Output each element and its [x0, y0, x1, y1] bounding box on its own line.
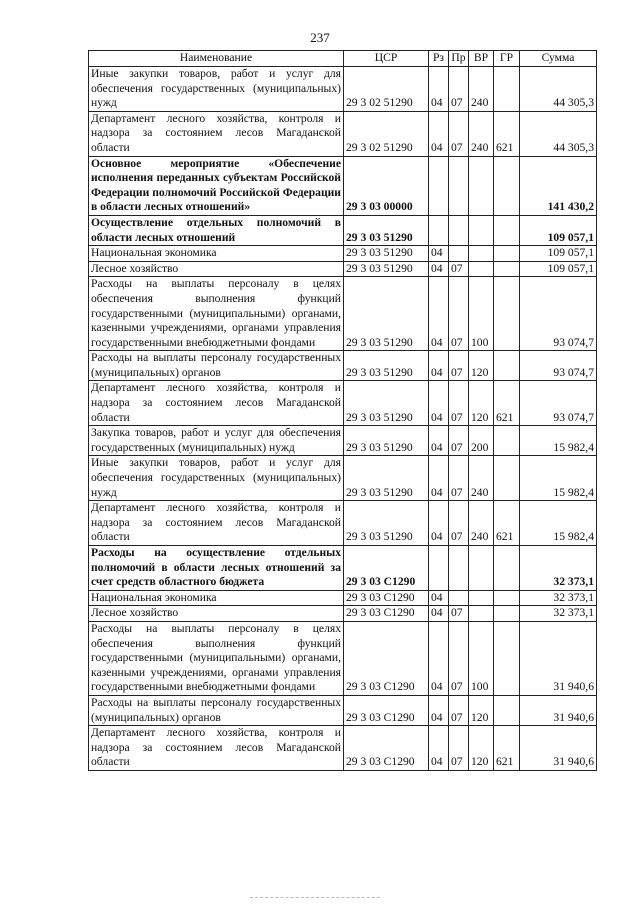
cell-sum: 15 982,4 — [520, 456, 597, 501]
cell-vr: 100 — [469, 277, 494, 351]
cell-rz — [429, 546, 449, 591]
cell-sum: 109 057,1 — [520, 261, 597, 277]
cell-csr: 29 3 03 51290 — [344, 501, 429, 546]
cell-name: Национальная экономика — [89, 246, 344, 262]
cell-vr — [469, 546, 494, 591]
cell-name: Департамент лесного хозяйства, контроля и надзора за состоянием лесов Магаданской области — [89, 501, 344, 546]
cell-gr — [494, 695, 520, 725]
table-row — [89, 621, 597, 695]
cell-pr: 07 — [449, 381, 469, 426]
cell-vr: 120 — [469, 726, 494, 771]
cell-gr — [494, 261, 520, 277]
cell-pr: 07 — [449, 67, 469, 112]
cell-rz: 04 — [429, 606, 449, 622]
cell-rz: 04 — [429, 456, 449, 501]
cell-csr: 29 3 03 51290 — [344, 426, 429, 456]
cell-name: Департамент лесного хозяйства, контроля и надзора за состоянием лесов Магаданской области — [89, 726, 344, 771]
cell-rz: 04 — [429, 277, 449, 351]
cell-name: Департамент лесного хозяйства, контроля и надзора за состоянием лесов Магаданской области — [89, 381, 344, 426]
table-header-row — [89, 51, 597, 67]
cell-csr: 29 3 02 51290 — [344, 67, 429, 112]
cell-csr: 29 3 03 51290 — [344, 246, 429, 262]
budget-table — [88, 50, 597, 771]
cell-sum: 109 057,1 — [520, 246, 597, 262]
table-row — [89, 726, 597, 771]
cell-csr: 29 3 03 С1290 — [344, 695, 429, 725]
cell-sum: 93 074,7 — [520, 351, 597, 381]
cell-sum: 44 305,3 — [520, 111, 597, 156]
cell-rz: 04 — [429, 590, 449, 606]
cell-vr: 120 — [469, 381, 494, 426]
cell-name: Закупка товаров, работ и услуг для обеспечения государственных (муниципальных) нужд — [89, 426, 344, 456]
cell-gr — [494, 456, 520, 501]
cell-sum: 31 940,6 — [520, 621, 597, 695]
cell-sum: 93 074,7 — [520, 381, 597, 426]
cell-name: Иные закупки товаров, работ и услуг для обеспечения государственных (муниципальных) нужд — [89, 456, 344, 501]
cell-rz — [429, 215, 449, 245]
table-row — [89, 261, 597, 277]
table-row — [89, 111, 597, 156]
cell-csr: 29 3 03 С1290 — [344, 726, 429, 771]
cell-pr: 07 — [449, 261, 469, 277]
cell-vr — [469, 261, 494, 277]
cell-name: Департамент лесного хозяйства, контроля и надзора за состоянием лесов Магаданской области — [89, 111, 344, 156]
cell-vr: 240 — [469, 111, 494, 156]
cell-sum: 109 057,1 — [520, 215, 597, 245]
cell-csr: 29 3 02 51290 — [344, 111, 429, 156]
cell-gr — [494, 67, 520, 112]
cell-rz: 04 — [429, 695, 449, 725]
cell-gr — [494, 246, 520, 262]
table-row — [89, 426, 597, 456]
table-row — [89, 246, 597, 262]
cell-vr: 100 — [469, 621, 494, 695]
cell-name: Национальная экономика — [89, 590, 344, 606]
cell-vr: 120 — [469, 351, 494, 381]
cell-gr — [494, 606, 520, 622]
cell-vr — [469, 156, 494, 215]
cell-rz: 04 — [429, 261, 449, 277]
cell-name: Расходы на выплаты персоналу государственных (муниципальных) органов — [89, 695, 344, 725]
cell-gr — [494, 621, 520, 695]
cell-pr — [449, 246, 469, 262]
cell-vr: 240 — [469, 67, 494, 112]
cell-rz: 04 — [429, 381, 449, 426]
cell-sum: 44 305,3 — [520, 67, 597, 112]
cell-sum: 31 940,6 — [520, 726, 597, 771]
cell-gr — [494, 590, 520, 606]
header-sum: Сумма — [520, 51, 597, 67]
cell-name: Иные закупки товаров, работ и услуг для обеспечения государственных (муниципальных) нужд — [89, 67, 344, 112]
cell-csr: 29 3 03 51290 — [344, 456, 429, 501]
cell-gr — [494, 215, 520, 245]
cell-vr — [469, 246, 494, 262]
footer-divider — [250, 897, 380, 898]
cell-pr — [449, 590, 469, 606]
cell-pr — [449, 215, 469, 245]
cell-name: Осуществление отдельных полномочий в области лесных отношений — [89, 215, 344, 245]
cell-sum: 93 074,7 — [520, 277, 597, 351]
table-row — [89, 381, 597, 426]
table-row — [89, 590, 597, 606]
cell-csr: 29 3 03 51290 — [344, 351, 429, 381]
cell-rz: 04 — [429, 246, 449, 262]
cell-gr — [494, 351, 520, 381]
cell-rz: 04 — [429, 67, 449, 112]
cell-vr: 240 — [469, 456, 494, 501]
header-pr: Пр — [449, 51, 469, 67]
cell-sum: 31 940,6 — [520, 695, 597, 725]
cell-gr — [494, 546, 520, 591]
cell-pr: 07 — [449, 726, 469, 771]
cell-vr — [469, 215, 494, 245]
table-row — [89, 695, 597, 725]
cell-gr — [494, 277, 520, 351]
cell-vr: 120 — [469, 695, 494, 725]
table-row — [89, 277, 597, 351]
cell-name: Расходы на осуществление отдельных полномочий в области лесных отношений за счет средств областного бюджета — [89, 546, 344, 591]
header-rz: Рз — [429, 51, 449, 67]
cell-rz: 04 — [429, 501, 449, 546]
cell-name: Лесное хозяйство — [89, 606, 344, 622]
table-row — [89, 546, 597, 591]
table-body — [89, 67, 597, 771]
cell-pr: 07 — [449, 456, 469, 501]
cell-gr: 621 — [494, 726, 520, 771]
cell-vr — [469, 590, 494, 606]
cell-vr — [469, 606, 494, 622]
cell-name: Расходы на выплаты персоналу в целях обеспечения выполнения функций государственными (муниципальными) органами, казенными учреждениями, органами управления государственными внебюджетными фондами — [89, 277, 344, 351]
cell-pr: 07 — [449, 695, 469, 725]
cell-rz: 04 — [429, 726, 449, 771]
cell-rz: 04 — [429, 111, 449, 156]
cell-pr: 07 — [449, 621, 469, 695]
header-vr: ВР — [469, 51, 494, 67]
cell-rz: 04 — [429, 621, 449, 695]
cell-pr: 07 — [449, 277, 469, 351]
cell-sum: 32 373,1 — [520, 546, 597, 591]
cell-csr: 29 3 03 С1290 — [344, 590, 429, 606]
cell-sum: 15 982,4 — [520, 426, 597, 456]
page-number: 237 — [310, 30, 330, 45]
cell-gr: 621 — [494, 111, 520, 156]
cell-csr: 29 3 03 С1290 — [344, 621, 429, 695]
table-row — [89, 456, 597, 501]
cell-pr: 07 — [449, 351, 469, 381]
cell-pr: 07 — [449, 501, 469, 546]
cell-csr: 29 3 03 51290 — [344, 277, 429, 351]
header-name: Наименование — [89, 51, 344, 67]
cell-gr — [494, 156, 520, 215]
cell-rz: 04 — [429, 426, 449, 456]
cell-gr: 621 — [494, 381, 520, 426]
table-row — [89, 215, 597, 245]
cell-csr: 29 3 03 С1290 — [344, 606, 429, 622]
cell-gr: 621 — [494, 501, 520, 546]
cell-pr — [449, 156, 469, 215]
cell-vr: 240 — [469, 501, 494, 546]
table-row — [89, 156, 597, 215]
cell-sum: 141 430,2 — [520, 156, 597, 215]
cell-name: Расходы на выплаты персоналу государственных (муниципальных) органов — [89, 351, 344, 381]
cell-csr: 29 3 03 00000 — [344, 156, 429, 215]
header-gr: ГР — [494, 51, 520, 67]
cell-csr: 29 3 03 51290 — [344, 381, 429, 426]
cell-name: Лесное хозяйство — [89, 261, 344, 277]
cell-pr: 07 — [449, 426, 469, 456]
cell-sum: 32 373,1 — [520, 590, 597, 606]
cell-name: Расходы на выплаты персоналу в целях обеспечения выполнения функций государственными (муниципальными) органами, казенными учреждениями, органами управления государственными внебюджетными фондами — [89, 621, 344, 695]
table-row — [89, 606, 597, 622]
cell-name: Основное мероприятие «Обеспечение исполнения переданных субъектам Российской Федерации полномочий Российской Федерации в области лесных отношений» — [89, 156, 344, 215]
cell-csr: 29 3 03 С1290 — [344, 546, 429, 591]
cell-sum: 32 373,1 — [520, 606, 597, 622]
cell-csr: 29 3 03 51290 — [344, 215, 429, 245]
cell-rz — [429, 156, 449, 215]
cell-pr: 07 — [449, 606, 469, 622]
cell-pr — [449, 546, 469, 591]
table-row — [89, 501, 597, 546]
header-csr: ЦСР — [344, 51, 429, 67]
cell-sum: 15 982,4 — [520, 501, 597, 546]
table-row — [89, 351, 597, 381]
cell-csr: 29 3 03 51290 — [344, 261, 429, 277]
cell-pr: 07 — [449, 111, 469, 156]
cell-rz: 04 — [429, 351, 449, 381]
cell-vr: 200 — [469, 426, 494, 456]
table-row — [89, 67, 597, 112]
cell-gr — [494, 426, 520, 456]
